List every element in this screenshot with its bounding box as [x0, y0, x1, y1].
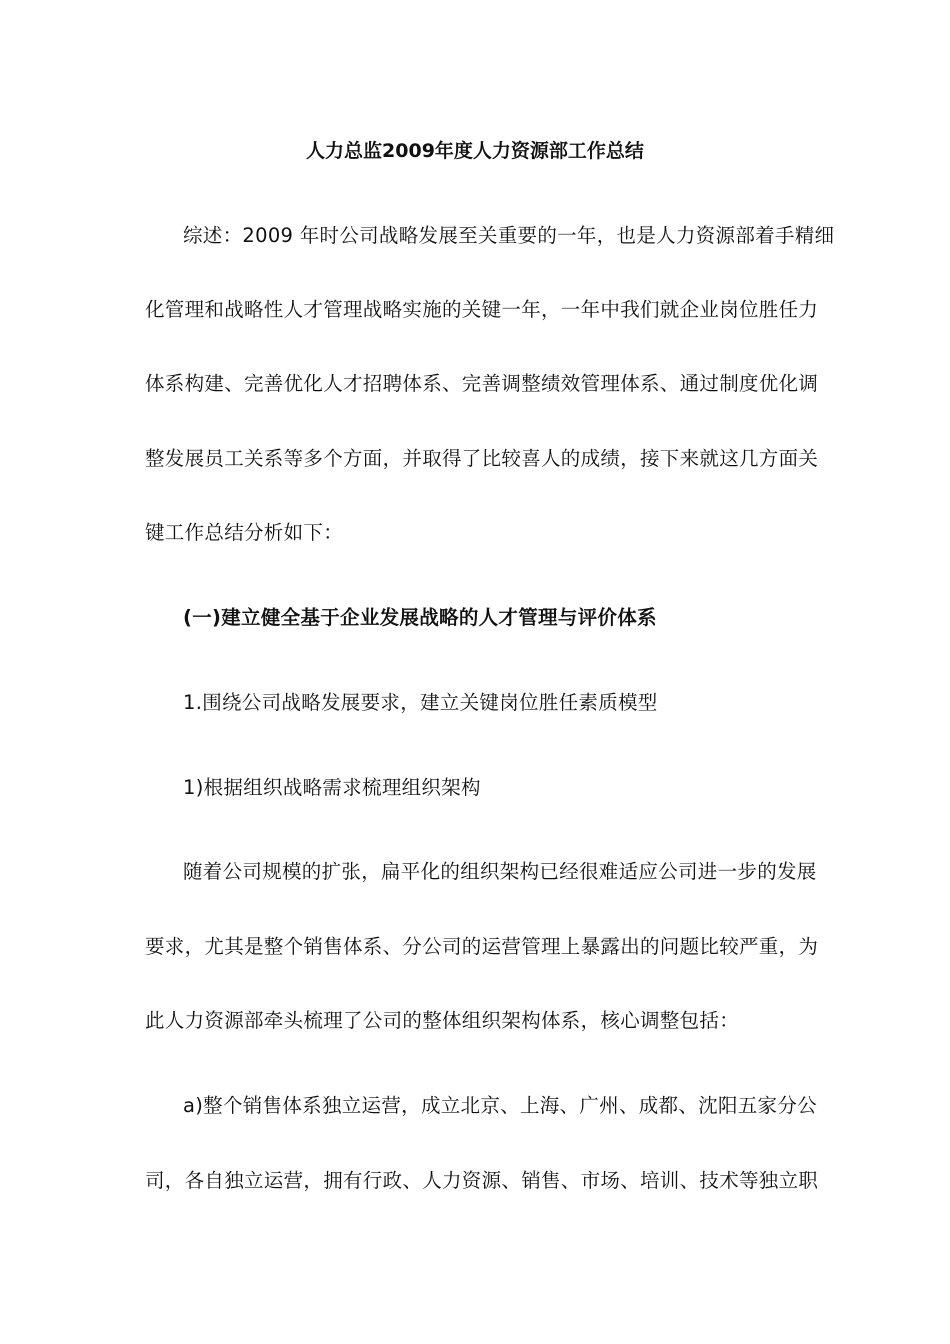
list-line-1: a)整个销售体系独立运营，成立北京、上海、广州、成都、沈阳五家分公	[183, 1094, 817, 1117]
document-title: 人力总监2009年度人力资源部工作总结	[306, 140, 644, 162]
intro-line-4: 整发展员工关系等多个方面，并取得了比较喜人的成绩，接下来就这几方面关	[145, 447, 819, 470]
body-line-2: 要求，尤其是整个销售体系、分公司的运营管理上暴露出的问题比较严重，为	[145, 935, 819, 958]
intro-line-5: 键工作总结分析如下：	[145, 521, 344, 544]
item-heading: 1)根据组织战略需求梳理组织架构	[183, 776, 481, 799]
list-line-2: 司，各自独立运营，拥有行政、人力资源、销售、市场、培训、技术等独立职	[145, 1169, 819, 1192]
subsection-heading: 1.围绕公司战略发展要求，建立关键岗位胜任素质模型	[183, 691, 658, 714]
intro-line-2: 化管理和战略性人才管理战略实施的关键一年，一年中我们就企业岗位胜任力	[145, 298, 819, 321]
body-line-3: 此人力资源部牵头梳理了公司的整体组织架构体系，核心调整包括：	[145, 1009, 740, 1032]
section-heading: (一)建立健全基于企业发展战略的人才管理与评价体系	[183, 606, 657, 629]
intro-line-3: 体系构建、完善优化人才招聘体系、完善调整绩效管理体系、通过制度优化调	[145, 372, 819, 395]
body-line-1: 随着公司规模的扩张，扁平化的组织架构已经很难适应公司进一步的发展	[183, 860, 817, 883]
intro-line-1: 综述：2009 年时公司战略发展至关重要的一年，也是人力资源部着手精细	[183, 224, 835, 247]
